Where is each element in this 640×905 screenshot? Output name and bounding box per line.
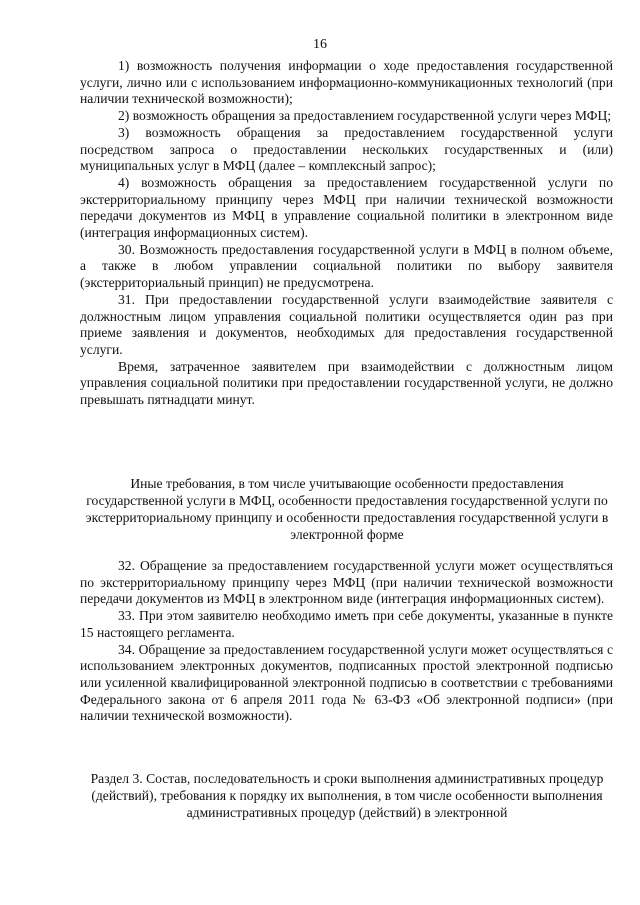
- paragraph-item-4: 4) возможность обращения за предоставлением государственной услуги по экстерриториальному принципу через МФЦ при наличии технической возможности передачи документов из МФЦ в управление социальной политики в электронном виде (интеграция информационных систем).: [80, 174, 613, 241]
- paragraph-32: 32. Обращение за предоставлением государственной услуги может осуществляться по экстерриториальному принципу через МФЦ (при наличии технической возможности передачи документов из МФЦ в электронном виде (интеграция информационных систем).: [80, 558, 613, 607]
- paragraph-time-limit: Время, затраченное заявителем при взаимодействии с должностным лицом управления социальной политики при предоставлении государственной услуги, не должно превышать пятнадцати минут.: [80, 358, 613, 408]
- paragraph-item-2: 2) возможность обращения за предоставлением государственной услуги через МФЦ;: [118, 108, 612, 124]
- paragraph-item-3: 3) возможность обращения за предоставлением государственной услуги посредством запроса о предоставлении нескольких государственных и (или) муниципальных услуг в МФЦ (далее – комплексный запрос);: [80, 124, 613, 174]
- paragraph-31: 31. При предоставлении государственной услуги взаимодействие заявителя с должностным лицом управления социальной политики осуществляется один раз при приеме заявления и документов, необходимых для предоставления государственной услуги.: [80, 291, 613, 357]
- paragraph-34: 34. Обращение за предоставлением государственной услуги может осуществляться с использованием электронных документов, подписанных простой электронной подписью или усиленной квалифицированной электронной подписью в соответствии с требованиями Федерального закона от 6 апреля 2011 года № 63-ФЗ «Об электронной подписи» (при наличии технической возможности).: [80, 641, 613, 724]
- requirements-text-block: [80, 558, 613, 725]
- section-heading-other-requirements: Иные требования, в том числе учитывающие особенности предоставления государственной услуги в МФЦ, особенности предоставления государственной услуги по экстерриториальному принципу и особенности предоставления государственной услуги в электронной форме: [85, 476, 609, 542]
- main-text-block: [80, 58, 613, 409]
- section-3-heading: Раздел 3. Состав, последовательность и сроки выполнения административных процедур (действий), требования к порядку их выполнения, в том числе особенности выполнения административных процедур (действий) в электронной: [90, 771, 604, 820]
- page-number: 16: [313, 37, 327, 52]
- paragraph-30: 30. Возможность предоставления государственной услуги в МФЦ в полном объеме, а также в любом управлении социальной политики по выбору заявителя (экстерриториальный принцип) не предусмотрена.: [80, 241, 613, 291]
- paragraph-item-1: 1) возможность получения информации о ходе предоставления государственной услуги, лично или с использованием информационно-коммуникационных технологий (при наличии технической возможности);: [80, 58, 613, 107]
- paragraph-33: 33. При этом заявителю необходимо иметь при себе документы, указанные в пункте 15 настоящего регламента.: [80, 608, 613, 640]
